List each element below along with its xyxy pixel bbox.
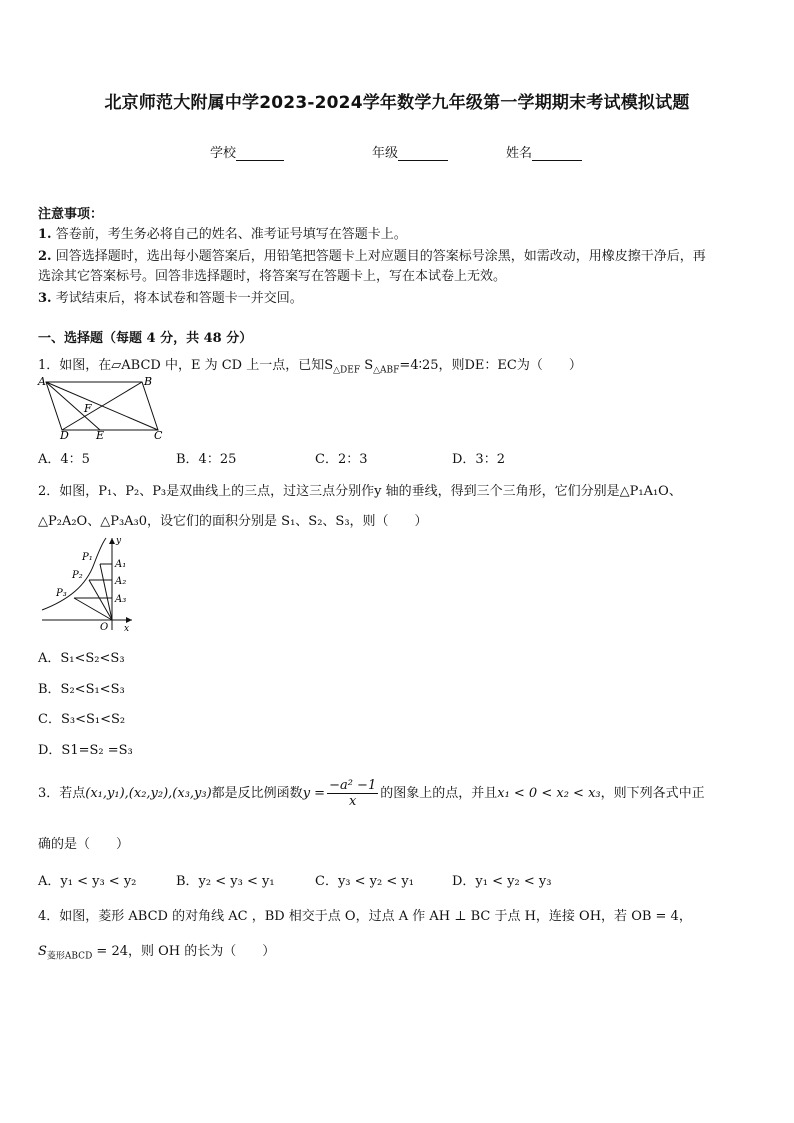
label-p1: P₁ [82,552,93,563]
label-a2: A₂ [115,576,127,587]
q1-mid2: S [360,358,374,373]
note-text: 回答选择题时，选出每小题答案后，用铅笔把答题卡上对应题目的答案标号涂黑，如需改动，用橡皮擦干净后，再 [55,249,706,264]
label-p3: P₃ [56,588,67,599]
label-a1: A₁ [115,559,127,570]
q1-mid: 中，E 为 CD 上一点，已知S [160,358,334,373]
q4-area-symbol: S [38,944,47,959]
note-text: 答卷前，考生务必将自己的姓名、准考证号填写在答题卡上。 [55,227,407,242]
diagonal-bd [62,382,142,430]
grade-label: 年级 [372,146,399,161]
q3-option-c[interactable]: C．y₃ < y₂ < y₁ [315,874,414,889]
note-num: 2. [38,249,52,264]
q1-option-b[interactable]: B．4：25 [176,452,237,467]
q2-option-c[interactable]: C．S₃<S₁<S₂ [38,712,126,727]
q1-option-c[interactable]: C．2：3 [315,452,368,467]
y-axis-arrow [109,538,115,544]
label-x: x [124,624,130,634]
label-y: y [116,536,122,546]
name-label: 姓名 [506,146,533,161]
question-4-line-1: 4．如图，菱形 ABCD 的对角线 AC ，BD 相交于点 O，过点 A 作 AH ⊥ BC 于点 H，连接 OH，若 OB = 4， [38,909,692,924]
q1-sub-abf: △ABF [373,365,400,376]
name-field [506,142,582,161]
notes-heading: 注意事项： [38,207,104,222]
question-2-line-1: 2．如图，P₁、P₂、P₃是双曲线上的三点，过这三点分别作y 轴的垂线，得到三个三角形，它们分别是△P₁A₁O、 [38,484,682,499]
x-axis-arrow [126,617,132,623]
school-field [210,142,284,161]
page-title: 北京师范大附属中学2023-2024学年数学九年级第一学期期末考试模拟试题 [104,93,690,113]
q3-fraction [327,778,378,809]
label-a3: A₃ [115,594,127,605]
q3-points: (x₁,y₁),(x₂,y₂),(x₃,y₃) [85,786,212,801]
q2-option-b[interactable]: B．S₂<S₁<S₃ [38,682,125,697]
question-3-line-2: 确的是（ ） [38,837,130,852]
q3-func-lhs: y = [302,786,326,801]
segment-p2-o [89,580,112,620]
label-b: B [144,375,153,388]
q3-mid: 都是反比例函数 [211,786,303,801]
q3-mid2: 的图象上的点，并且 [380,786,498,801]
label-a: A [38,375,46,388]
q1-option-a[interactable]: A．4：5 [38,452,90,467]
label-c: C [154,429,163,442]
label-e: E [96,429,105,442]
grade-blank[interactable] [398,146,448,161]
section-heading: 一、选择题（每题 4 分，共 48 分） [38,331,253,346]
label-p2: P₂ [72,570,83,581]
school-blank[interactable] [236,146,284,161]
q3-fraction-denominator: x [348,794,357,809]
segment-p1-o [100,564,112,620]
note-num: 3. [38,291,52,306]
q1-option-d[interactable]: D．3：2 [452,452,505,467]
note-text: 考试结束后，将本试卷和答题卡一并交回。 [55,291,303,306]
label-f: F [84,402,92,415]
note-item-3 [38,287,303,306]
note-item-2-cont: 选涂其它答案标号。回答非选择题时，将答案写在答题卡上，写在本试卷上无效。 [38,269,507,284]
segment-p3-o [74,598,112,620]
q1-sub-def: △DEF [333,365,361,376]
note-item-1 [38,223,407,242]
q3-option-a[interactable]: A．y₁ < y₃ < y₂ [38,874,137,889]
q4-area-subscript: 菱形ABCD [46,951,93,962]
q1-prefix: 1．如图，在 [38,358,112,373]
q2-option-a[interactable]: A．S₁<S₂<S₃ [38,651,125,666]
q3-option-b[interactable]: B．y₂ < y₃ < y₁ [176,874,275,889]
school-label: 学校 [210,146,237,161]
q4-line2-text: = 24，则 OH 的长为（ ） [92,944,276,959]
q1-figure [36,372,166,442]
q2-option-d[interactable]: D．S1=S₂ =S₃ [38,743,133,758]
grade-field [372,142,448,161]
q3-option-d[interactable]: D．y₁ < y₂ < y₃ [452,874,552,889]
question-2-line-2: △P₂A₂O、△P₃A₃0，设它们的面积分别是 S₁、S₂、S₃，则（ ） [38,514,428,529]
note-num: 1. [38,227,52,242]
label-o: O [100,622,109,633]
name-blank[interactable] [532,146,582,161]
label-d: D [60,429,69,442]
question-3-line-1 [38,778,705,809]
note-item-2 [38,245,706,264]
q3-suffix: ，则下列各式中正 [600,786,705,801]
q3-condition: x₁ < 0 < x₂ < x₃ [497,786,601,801]
q3-prefix: 3．若点 [38,786,86,801]
q2-figure [38,534,138,634]
question-4-line-2 [38,940,275,962]
q1-parallelogram: ▱ABCD [111,358,161,373]
q3-fraction-numerator: −a² −1 [329,778,377,793]
q1-suffix: =4∶25，则DE：EC为（ ） [399,358,582,373]
